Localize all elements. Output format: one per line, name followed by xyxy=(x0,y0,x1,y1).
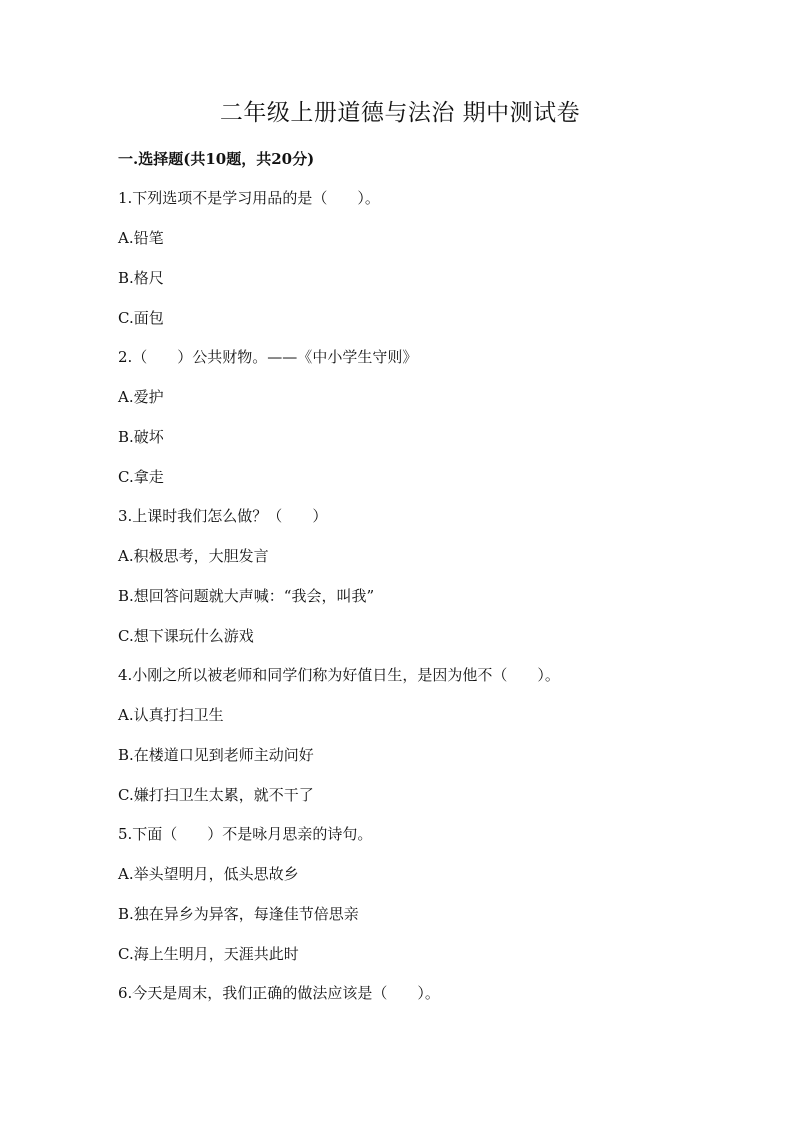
answer-option: A.铅笔 xyxy=(118,229,164,247)
answer-option: B.想回答问题就大声喊：“我会，叫我” xyxy=(118,587,375,605)
answer-option: C.海上生明月，天涯共此时 xyxy=(118,945,299,963)
question-stem: 1.下列选项不是学习用品的是（ ）。 xyxy=(118,189,380,207)
question-stem: 6.今天是周末，我们正确的做法应该是（ ）。 xyxy=(118,984,440,1002)
answer-option: A.举头望明月，低头思故乡 xyxy=(118,865,299,883)
answer-option: A.积极思考，大胆发言 xyxy=(118,547,269,565)
answer-option: C.嫌打扫卫生太累，就不干了 xyxy=(118,786,314,804)
question-stem: 4.小刚之所以被老师和同学们称为好值日生，是因为他不（ ）。 xyxy=(118,666,560,684)
answer-option: B.独在异乡为异客，每逢佳节倍思亲 xyxy=(118,905,359,923)
question-stem: 5.下面（ ）不是咏月思亲的诗句。 xyxy=(118,825,373,843)
answer-option: C.想下课玩什么游戏 xyxy=(118,627,254,645)
answer-option: B.在楼道口见到老师主动问好 xyxy=(118,746,314,764)
question-stem: 3.上课时我们怎么做？（ ） xyxy=(118,507,328,525)
answer-option: A.爱护 xyxy=(118,388,164,406)
question-stem: 2.（ ）公共财物。——《中小学生守则》 xyxy=(118,348,418,366)
section-heading: 一.选择题(共10题，共20分) xyxy=(118,150,315,168)
answer-option: B.格尺 xyxy=(118,269,164,287)
answer-option: A.认真打扫卫生 xyxy=(118,706,224,724)
page-title: 二年级上册道德与法治 期中测试卷 xyxy=(219,100,581,126)
answer-option: B.破坏 xyxy=(118,428,164,446)
answer-option: C.拿走 xyxy=(118,468,164,486)
answer-option: C.面包 xyxy=(118,309,164,327)
